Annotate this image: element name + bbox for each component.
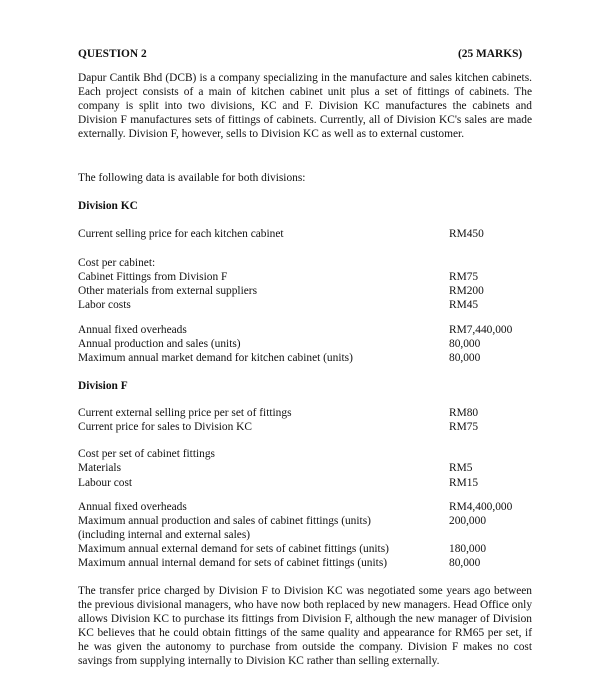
row-value: RM450	[449, 228, 484, 240]
kc-row-max-demand	[78, 351, 532, 365]
row-value: RM75	[449, 421, 479, 433]
f-row-including-note	[78, 528, 532, 542]
row-label: Current price for sales to Division KC	[78, 421, 252, 433]
row-value: RM7,440,000	[449, 324, 513, 336]
row-label: Current selling price for each kitchen cabinet	[78, 228, 284, 240]
division-f-heading: Division F	[78, 380, 128, 392]
row-label: Other materials from external suppliers	[78, 285, 258, 297]
kc-row-materials	[78, 284, 532, 298]
kc-row-cost-header	[78, 256, 532, 270]
question-title: QUESTION 2	[78, 48, 147, 60]
row-value: 180,000	[449, 543, 487, 555]
f-row-labour	[78, 476, 532, 490]
row-label: Cost per set of cabinet fittings	[78, 448, 215, 460]
kc-row-fixed-overheads	[78, 323, 532, 337]
f-row-internal-demand	[78, 556, 532, 570]
row-value: 80,000	[449, 338, 481, 350]
f-row-external-price	[78, 406, 532, 420]
row-label: Annual fixed overheads	[78, 501, 187, 513]
row-value: 80,000	[449, 557, 481, 569]
row-label: Maximum annual internal demand for sets of cabinet fittings (units)	[78, 557, 388, 569]
row-label: Maximum annual production and sales of cabinet fittings (units)	[78, 515, 371, 527]
row-value: RM4,400,000	[449, 501, 513, 513]
row-value: RM45	[449, 299, 479, 311]
kc-row-production	[78, 337, 532, 351]
kc-row-selling-price	[78, 227, 532, 241]
f-row-internal-price	[78, 420, 532, 434]
row-label: Annual fixed overheads	[78, 324, 187, 336]
row-value: RM75	[449, 271, 479, 283]
row-label: Maximum annual external demand for sets of cabinet fittings (units)	[78, 543, 389, 555]
row-label: Materials	[78, 462, 122, 474]
row-label: Cost per cabinet:	[78, 257, 156, 269]
f-row-materials	[78, 461, 532, 475]
f-row-max-production	[78, 514, 532, 528]
kc-row-fittings	[78, 270, 532, 284]
question-marks: (25 MARKS)	[458, 48, 523, 60]
row-label: Cabinet Fittings from Division F	[78, 271, 228, 283]
row-label: Labour cost	[78, 477, 133, 489]
intro-paragraph: Dapur Cantik Bhd (DCB) is a company specializing in the manufacture and sales kitchen cabinets. Each project consists of a main of kitchen cabinet unit plus a set of fittings of cabinets. The company is split into two divisions, KC and F. Division KC manufactures the cabinets and Division F manufactures sets of fittings of cabinets. Currently, all of Division KC's sales are made externally. Division F, however, sells to Division KC as well as to external customer.	[78, 72, 532, 140]
row-value: 80,000	[449, 352, 481, 364]
row-value: RM200	[449, 285, 484, 297]
data-intro: The following data is available for both divisions:	[78, 172, 306, 184]
division-kc-heading: Division KC	[78, 200, 138, 212]
kc-row-labor	[78, 298, 532, 312]
row-value: RM5	[449, 462, 473, 474]
f-row-external-demand	[78, 542, 532, 556]
row-label: Labor costs	[78, 299, 131, 311]
row-label: (including internal and external sales)	[78, 529, 251, 541]
f-row-fixed-overheads	[78, 500, 532, 514]
row-label: Maximum annual market demand for kitchen cabinet (units)	[78, 352, 353, 364]
row-label: Annual production and sales (units)	[78, 338, 241, 350]
row-value: RM80	[449, 407, 479, 419]
row-label: Current external selling price per set of fittings	[78, 407, 292, 419]
f-row-cost-header	[78, 447, 532, 461]
row-value: 200,000	[449, 515, 487, 527]
row-value: RM15	[449, 477, 479, 489]
closing-paragraph: The transfer price charged by Division F to Division KC was negotiated some years ago between the previous divisional managers, who have now both replaced by new managers. Head Office only allows Division KC to purchase its fittings from Division F, although the new manager of Division KC believes that he could obtain fittings of the same quality and appearance for RM65 per set, if he was given the autonomy to purchase from outside the company. Division F makes no cost savings from supplying internally to Division KC rather than selling externally.	[78, 585, 533, 667]
